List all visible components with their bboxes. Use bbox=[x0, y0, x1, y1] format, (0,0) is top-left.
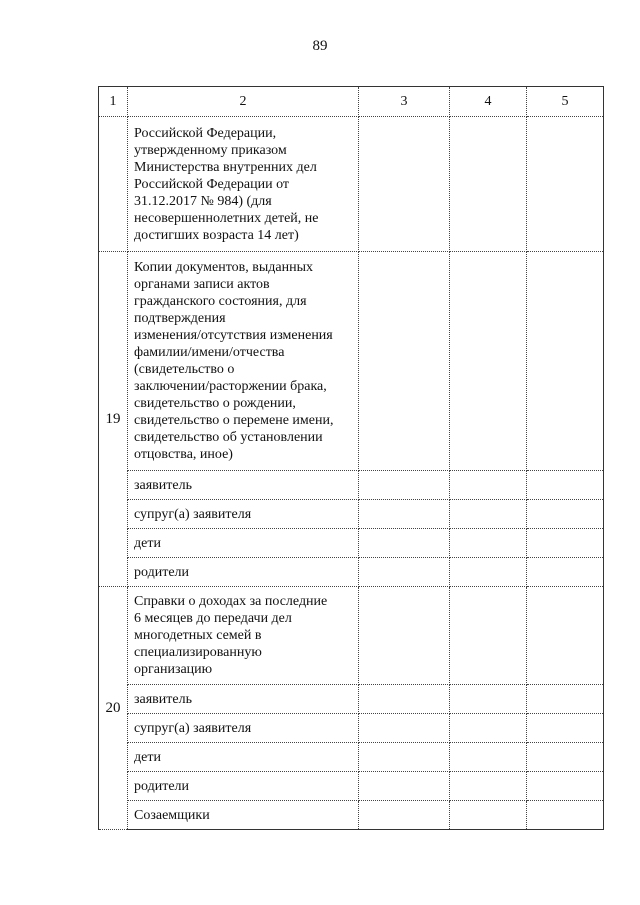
empty-cell bbox=[359, 685, 450, 714]
continuation-text: Российской Федерации, утвержденному приказом Министерства внутренних дел Российской Федерации от 31.12.2017 № 984) (для несовершеннолетних детей, не достигших возраста 14 лет) bbox=[128, 117, 359, 252]
document-table bbox=[98, 86, 604, 830]
empty-cell bbox=[359, 500, 450, 529]
empty-cell bbox=[450, 714, 527, 743]
header-col-5: 5 bbox=[527, 87, 604, 117]
empty-cell bbox=[359, 558, 450, 587]
row-number-20: 20 bbox=[99, 587, 128, 830]
subrow-label: дети bbox=[128, 529, 359, 558]
empty-cell bbox=[359, 529, 450, 558]
header-col-2: 2 bbox=[128, 87, 359, 117]
page-number: 89 bbox=[312, 38, 328, 54]
table-row-continuation bbox=[99, 117, 604, 252]
empty-cell bbox=[359, 801, 450, 830]
subrow-label: заявитель bbox=[128, 471, 359, 500]
subrow-label: супруг(а) заявителя bbox=[128, 714, 359, 743]
table-header-row bbox=[99, 87, 604, 117]
empty-cell bbox=[450, 801, 527, 830]
table-subrow bbox=[99, 714, 604, 743]
empty-cell bbox=[450, 743, 527, 772]
empty-cell bbox=[527, 500, 604, 529]
empty-cell bbox=[359, 252, 450, 471]
empty-cell bbox=[450, 252, 527, 471]
empty-cell bbox=[527, 743, 604, 772]
table-subrow bbox=[99, 558, 604, 587]
empty-cell bbox=[527, 714, 604, 743]
header-col-1: 1 bbox=[99, 87, 128, 117]
header-col-3: 3 bbox=[359, 87, 450, 117]
empty-cell bbox=[359, 117, 450, 252]
empty-cell bbox=[359, 743, 450, 772]
empty-cell bbox=[450, 529, 527, 558]
empty-cell bbox=[527, 685, 604, 714]
empty-cell bbox=[359, 772, 450, 801]
empty-cell bbox=[450, 117, 527, 252]
header-col-4: 4 bbox=[450, 87, 527, 117]
row-20-text: Справки о доходах за последние 6 месяцев до передачи дел многодетных семей в специализированную организацию bbox=[128, 587, 359, 685]
subrow-label: Созаемщики bbox=[128, 801, 359, 830]
table-subrow bbox=[99, 500, 604, 529]
empty-cell bbox=[450, 558, 527, 587]
table-row-19 bbox=[99, 252, 604, 471]
table-subrow bbox=[99, 743, 604, 772]
empty-cell bbox=[527, 587, 604, 685]
empty-cell bbox=[359, 471, 450, 500]
empty-cell bbox=[527, 772, 604, 801]
table-subrow bbox=[99, 685, 604, 714]
row-19-text: Копии документов, выданных органами записи актов гражданского состояния, для подтверждения изменения/отсутствия изменения фамилии/имени/отчества (свидетельство о заключении/расторжении брака, свидетельство о рождении, свидетельство о перемене имени, свидетельство об установлении отцовства, иное) bbox=[128, 252, 359, 471]
empty-cell bbox=[450, 500, 527, 529]
table-subrow bbox=[99, 471, 604, 500]
subrow-label: родители bbox=[128, 558, 359, 587]
row-number-19: 19 bbox=[99, 252, 128, 587]
empty-cell bbox=[527, 117, 604, 252]
empty-cell bbox=[527, 471, 604, 500]
empty-cell bbox=[450, 587, 527, 685]
table-subrow bbox=[99, 529, 604, 558]
empty-cell bbox=[527, 252, 604, 471]
empty-cell bbox=[527, 801, 604, 830]
empty-cell bbox=[450, 471, 527, 500]
empty-cell bbox=[527, 558, 604, 587]
empty-cell bbox=[359, 714, 450, 743]
empty-cell bbox=[527, 529, 604, 558]
empty-cell bbox=[359, 587, 450, 685]
table-subrow bbox=[99, 772, 604, 801]
table-subrow bbox=[99, 801, 604, 830]
empty-cell bbox=[450, 685, 527, 714]
subrow-label: родители bbox=[128, 772, 359, 801]
table-row-20 bbox=[99, 587, 604, 685]
subrow-label: заявитель bbox=[128, 685, 359, 714]
subrow-label: дети bbox=[128, 743, 359, 772]
subrow-label: супруг(а) заявителя bbox=[128, 500, 359, 529]
continuation-num-cell bbox=[99, 117, 128, 252]
empty-cell bbox=[450, 772, 527, 801]
